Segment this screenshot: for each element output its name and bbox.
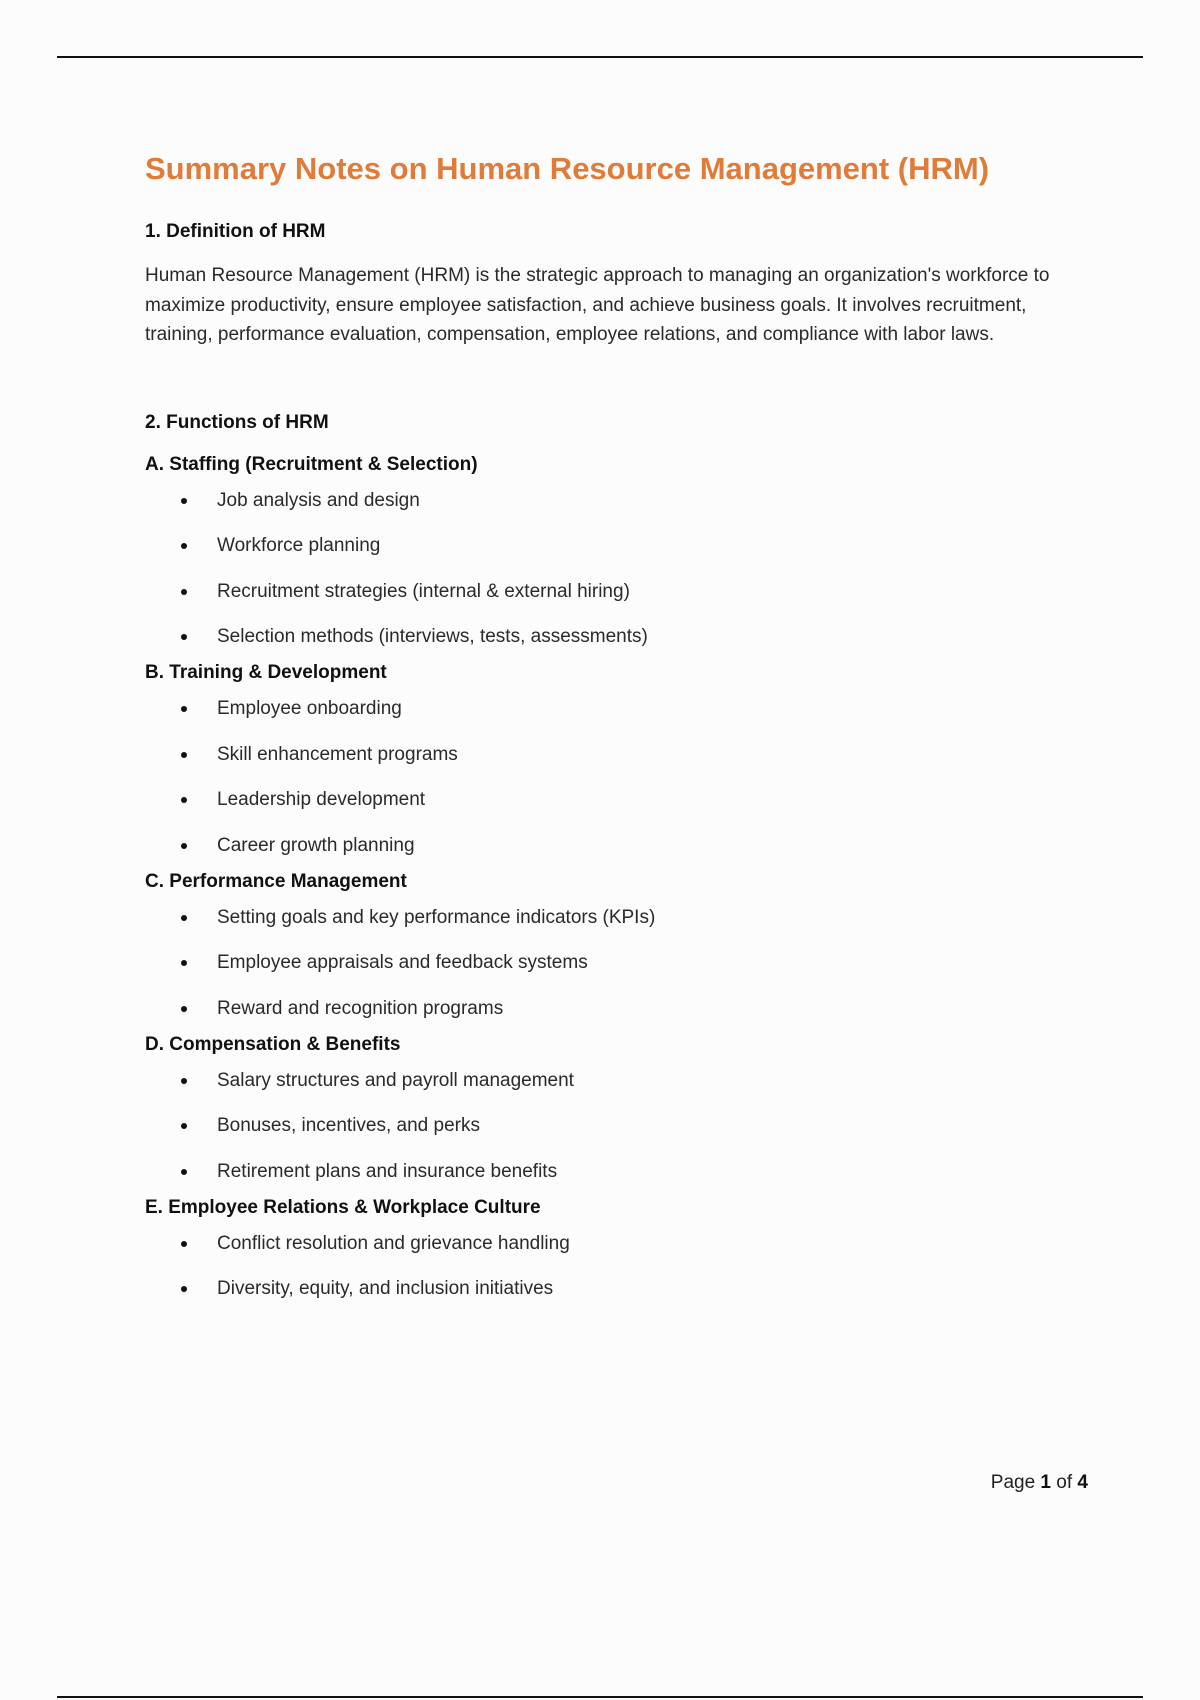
list-item-text: Diversity, equity, and inclusion initiatives <box>217 1278 554 1299</box>
bullet-icon <box>181 634 187 640</box>
page-label: Page <box>990 1472 1036 1493</box>
subsection-heading: D. Compensation & Benefits <box>145 1033 401 1055</box>
page-number <box>900 1470 1088 1496</box>
document-title: Summary Notes on Human Resource Management (HRM) <box>145 151 990 186</box>
subsection-employee-relations <box>145 1195 1085 1303</box>
bullet-icon <box>181 915 187 921</box>
bullet-icon <box>181 543 187 549</box>
list-item-text: Conflict resolution and grievance handling <box>217 1232 570 1254</box>
section-heading: 1. Definition of HRM <box>145 221 326 242</box>
bullet-icon <box>181 843 187 849</box>
bullet-icon <box>181 752 187 758</box>
bullet-list <box>145 905 1085 1022</box>
list-item-text: Recruitment strategies (internal & external hiring) <box>217 580 630 602</box>
list-item <box>145 787 1085 813</box>
list-item <box>145 1231 1085 1257</box>
subsection-heading: A. Staffing (Recruitment & Selection) <box>145 453 478 475</box>
bullet-icon <box>181 1123 187 1129</box>
list-item <box>145 624 1085 650</box>
list-item-text: Skill enhancement programs <box>217 743 458 765</box>
list-item <box>145 905 1085 931</box>
subsection-heading: B. Training & Development <box>145 662 387 683</box>
list-item <box>145 1159 1085 1185</box>
list-item <box>145 696 1085 722</box>
page-of-label: of <box>1056 1472 1073 1493</box>
header-rule <box>57 56 1143 58</box>
list-item <box>145 488 1085 514</box>
list-item-text: Career growth planning <box>217 834 415 856</box>
functions-section <box>145 410 1085 1303</box>
page-current: 1 <box>1040 1472 1051 1493</box>
bullet-icon <box>181 498 187 504</box>
definition-section <box>145 219 1085 350</box>
list-item <box>145 579 1085 605</box>
subsection-compensation <box>145 1032 1085 1185</box>
subsection-heading: E. Employee Relations & Workplace Culture <box>145 1196 541 1218</box>
list-item-text: Selection methods (interviews, tests, assessments) <box>217 626 648 647</box>
page-total: 4 <box>1077 1472 1088 1493</box>
list-item-text: Leadership development <box>217 789 426 810</box>
footer-rule <box>57 1696 1143 1698</box>
definition-paragraph: Human Resource Management (HRM) is the strategic approach to managing an organization's workforce to maximize productivity, ensure employee satisfaction, and achieve business goals. It involves recruitment, training, performance evaluation, compensation, employee relations, and compliance with labor laws. <box>145 265 1050 345</box>
bullet-icon <box>181 797 187 803</box>
list-item <box>145 1068 1085 1094</box>
list-item <box>145 833 1085 859</box>
subsection-performance <box>145 869 1085 1022</box>
list-item-text: Bonuses, incentives, and perks <box>217 1115 480 1136</box>
bullet-list <box>145 696 1085 859</box>
bullet-icon <box>181 960 187 966</box>
document-body <box>145 147 1085 1312</box>
list-item <box>145 1276 1085 1302</box>
list-item-text: Job analysis and design <box>217 489 420 511</box>
list-item-text: Retirement plans and insurance benefits <box>217 1160 558 1182</box>
subsection-heading: C. Performance Management <box>145 870 407 892</box>
bullet-icon <box>181 706 187 712</box>
list-item-text: Setting goals and key performance indicators (KPIs) <box>217 906 656 928</box>
bullet-list <box>145 1231 1085 1303</box>
list-item <box>145 950 1085 976</box>
list-item-text: Employee appraisals and feedback systems <box>217 952 588 973</box>
bullet-icon <box>181 1006 187 1012</box>
section-heading: 2. Functions of HRM <box>145 411 329 433</box>
bullet-list <box>145 1068 1085 1185</box>
list-item-text: Salary structures and payroll management <box>217 1069 574 1091</box>
list-item <box>145 533 1085 559</box>
subsection-staffing <box>145 452 1085 651</box>
bullet-icon <box>181 1241 187 1247</box>
bullet-icon <box>181 1078 187 1084</box>
list-item-text: Workforce planning <box>217 535 381 556</box>
bullet-icon <box>181 1286 187 1292</box>
list-item <box>145 1113 1085 1139</box>
bullet-list <box>145 488 1085 651</box>
list-item-text: Reward and recognition programs <box>217 997 504 1019</box>
bullet-icon <box>181 589 187 595</box>
list-item-text: Employee onboarding <box>217 698 402 719</box>
subsection-training <box>145 660 1085 859</box>
bullet-icon <box>181 1169 187 1175</box>
list-item <box>145 742 1085 768</box>
list-item <box>145 996 1085 1022</box>
